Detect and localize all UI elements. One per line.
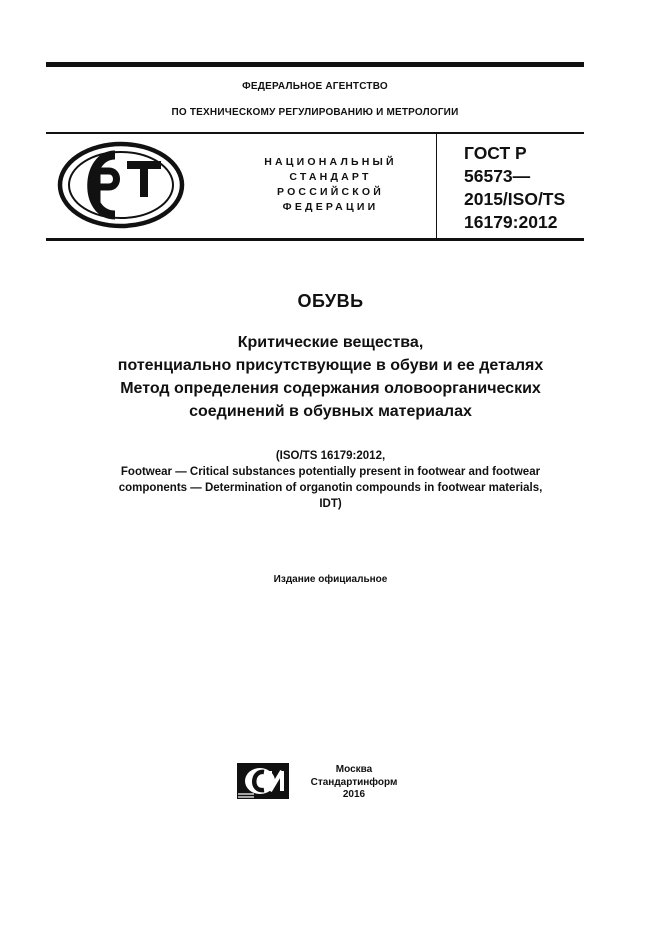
designation-line-2: 56573— <box>464 166 531 186</box>
publisher-imprint <box>296 764 412 802</box>
document-title: ОБУВЬ <box>297 291 364 311</box>
intl-line-3: components — Determination of organotin compounds in footwear materials, <box>118 482 543 494</box>
national-standard-label <box>248 155 413 215</box>
publisher-city: Москва <box>335 764 373 775</box>
edition-label: Издание официальное <box>273 574 388 585</box>
subtitle-line-4: соединений в обувных материалах <box>189 403 472 420</box>
designation-line-4: 16179:2012 <box>464 212 558 232</box>
standartinform-logo-icon <box>236 762 290 800</box>
standard-designation <box>464 142 565 234</box>
intl-line-2: Footwear — Critical substances potentially present in footwear and footwear <box>120 466 541 478</box>
designation-line-3: 2015/ISO/TS <box>464 189 566 209</box>
agency-name-line2: ПО ТЕХНИЧЕСКОМУ РЕГУЛИРОВАНИЮ И МЕТРОЛОГИИ <box>171 107 459 118</box>
subtitle-line-1: Критические вещества, <box>237 334 424 351</box>
intl-line-4: IDT) <box>319 498 342 510</box>
rst-logo-icon <box>57 141 185 229</box>
subtitle-line-3: Метод определения содержания оловоорганических <box>120 380 541 397</box>
international-reference <box>0 448 661 512</box>
intl-line-1: (ISO/TS 16179:2012, <box>275 450 386 462</box>
top-rule <box>46 62 584 67</box>
designation-line-1: ГОСТ Р <box>464 143 527 163</box>
national-line-3: РОССИЙСКОЙ <box>277 186 384 198</box>
document-subtitle <box>0 331 661 423</box>
middle-rule <box>46 132 584 134</box>
publisher-name: Стандартинформ <box>310 776 398 788</box>
agency-name-line1: ФЕДЕРАЛЬНОЕ АГЕНТСТВО <box>242 81 388 92</box>
bottom-rule <box>46 238 584 241</box>
vertical-divider <box>436 134 437 238</box>
subtitle-line-2: потенциально присутствующие в обуви и ее деталях <box>117 357 544 374</box>
national-line-2: СТАНДАРТ <box>289 171 372 183</box>
national-line-4: ФЕДЕРАЦИИ <box>282 201 379 213</box>
national-line-1: НАЦИОНАЛЬНЫЙ <box>264 156 397 168</box>
publication-year: 2016 <box>342 789 366 800</box>
